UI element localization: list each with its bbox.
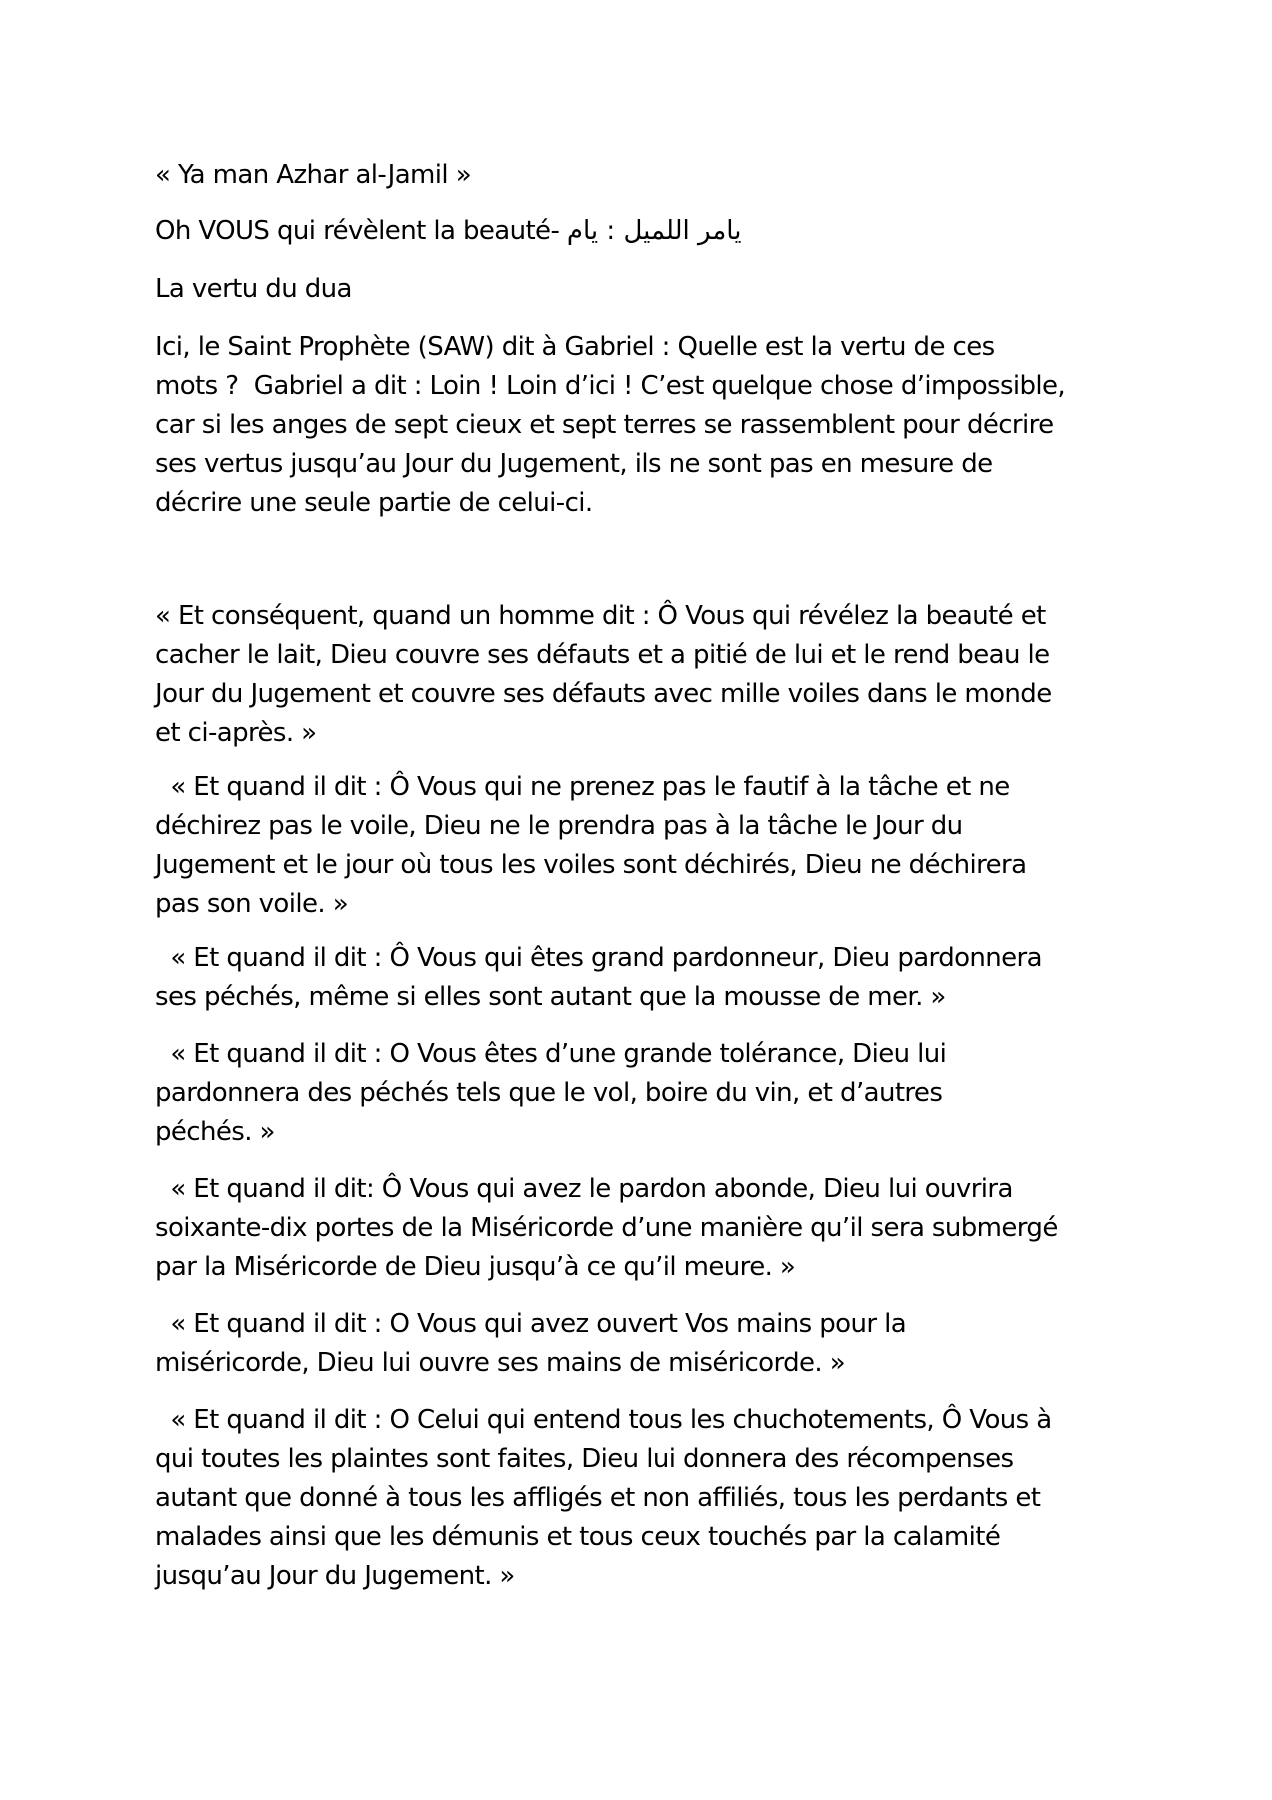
text-line: soixante-dix portes de la Miséricorde d’une manière qu’il sera submergé — [155, 1213, 1058, 1243]
paragraph-quote — [155, 1035, 946, 1152]
text-line: « Et conséquent, quand un homme dit : Ô Vous qui révélez la beauté et — [155, 601, 1046, 631]
text-line: car si les anges de sept cieux et sept terres se rassemblent pour décrire — [155, 410, 1054, 440]
text-line: Ici, le Saint Prophète (SAW) dit à Gabriel : Quelle est la vertu de ces — [155, 332, 995, 362]
text-line: « Et quand il dit : O Celui qui entend tous les chuchotements, Ô Vous à — [155, 1405, 1052, 1435]
paragraph-quote — [155, 768, 1026, 924]
paragraph-intro — [155, 328, 1065, 523]
text-line: péchés. » — [155, 1117, 275, 1147]
text-line: Jugement et le jour où tous les voiles sont déchirés, Dieu ne déchirera — [155, 850, 1027, 880]
text-line: ses vertus jusqu’au Jour du Jugement, ils ne sont pas en mesure de — [155, 449, 993, 479]
text-line: cacher le lait, Dieu couvre ses défauts et a pitié de lui et le rend beau le — [155, 640, 1050, 670]
paragraph-quote — [155, 1305, 906, 1383]
text-line: « Et quand il dit : O Vous qui avez ouvert Vos mains pour la — [155, 1309, 907, 1339]
document-subtitle — [155, 212, 741, 251]
paragraph-quote — [155, 1401, 1052, 1596]
text-line: déchirez pas le voile, Dieu ne le prendra pas à la tâche le Jour du — [155, 811, 963, 841]
text-line: malades ainsi que les démunis et tous ceux touchés par la calamité — [155, 1522, 1001, 1552]
text-line: mots ? Gabriel a dit : Loin ! Loin d’ici ! C’est quelque chose d’impossible, — [155, 371, 1066, 401]
text-line: « Et quand il dit : O Vous êtes d’une grande tolérance, Dieu lui — [155, 1039, 947, 1069]
text-line: pardonnera des péchés tels que le vol, boire du vin, et d’autres — [155, 1078, 943, 1108]
text-line: décrire une seule partie de celui-ci. — [155, 488, 593, 518]
text-line: miséricorde, Dieu lui ouvre ses mains de miséricorde. » — [155, 1348, 846, 1378]
text-line: et ci-après. » — [155, 718, 317, 748]
text-line: « Et quand il dit: Ô Vous qui avez le pardon abonde, Dieu lui ouvrira — [155, 1174, 1013, 1204]
section-heading: La vertu du dua — [155, 274, 352, 304]
subtitle-french: Oh VOUS qui révèlent la beauté- — [155, 216, 560, 246]
text-line: autant que donné à tous les affligés et non affiliés, tous les perdants et — [155, 1483, 1041, 1513]
text-line: Jour du Jugement et couvre ses défauts avec mille voiles dans le monde — [155, 679, 1052, 709]
text-line: « Et quand il dit : Ô Vous qui ne prenez pas le fautif à la tâche et ne — [155, 772, 1010, 802]
text-line: jusqu’au Jour du Jugement. » — [155, 1561, 515, 1591]
text-line: pas son voile. » — [155, 889, 349, 919]
text-line: par la Miséricorde de Dieu jusqu’à ce qu’il meure. » — [155, 1252, 796, 1282]
text-line: ses péchés, même si elles sont autant que la mousse de mer. » — [155, 982, 946, 1012]
document-title: « Ya man Azhar al-Jamil » — [155, 160, 472, 190]
paragraph-quote — [155, 1170, 1058, 1287]
paragraph-quote — [155, 939, 1042, 1017]
subtitle-arabic: يامر اللميل : يام — [566, 216, 742, 246]
paragraph-quote — [155, 597, 1052, 753]
text-line: « Et quand il dit : Ô Vous qui êtes grand pardonneur, Dieu pardonnera — [155, 943, 1042, 973]
text-line: qui toutes les plaintes sont faites, Dieu lui donnera des récompenses — [155, 1444, 1014, 1474]
